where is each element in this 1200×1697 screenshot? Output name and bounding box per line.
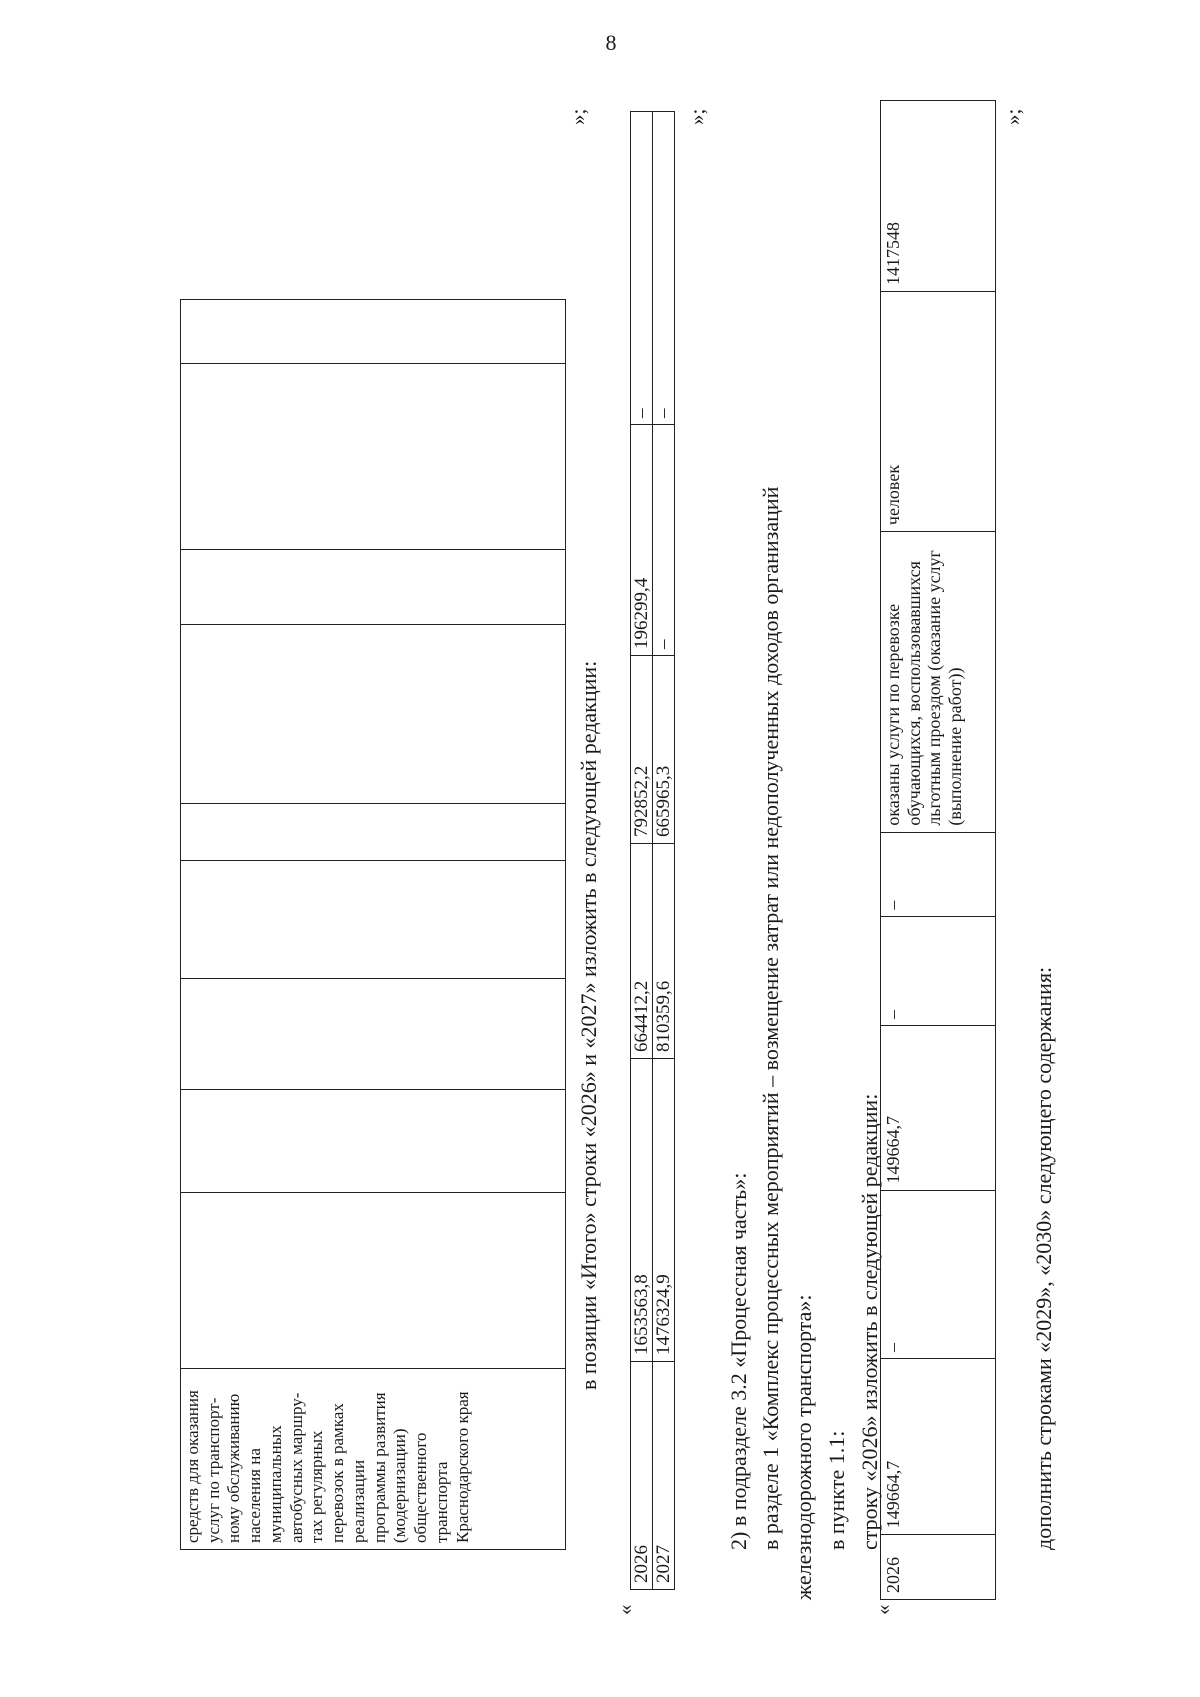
table-cell-empty bbox=[181, 625, 566, 804]
table-cell-value: 1417548 bbox=[881, 101, 996, 292]
close-quote: »; bbox=[685, 108, 709, 125]
table-cell-value: – bbox=[653, 112, 675, 425]
table-cell-value: 149664,7 bbox=[881, 1358, 996, 1534]
table-cell-empty bbox=[181, 550, 566, 625]
table-row-2026 bbox=[880, 100, 996, 1600]
table-cell-empty bbox=[181, 1090, 566, 1193]
table-cell-year: 2027 bbox=[653, 1362, 675, 1590]
table-cell-description: средств для оказания услуг по транспорт-ному обслуживанию населения на муниципальных автобусных маршру-тах регулярных перевозок в рамках реализации программы развития (модернизации) общественного транспорта Краснодарского края bbox=[181, 1369, 566, 1550]
table-cell-value: 664412,2 bbox=[631, 844, 653, 1059]
paragraph-add-rows: дополнить строками «2029», «2030» следующего содержания: bbox=[1031, 966, 1056, 1550]
table-cell-value: 1653563,8 bbox=[631, 1059, 653, 1362]
table-cell-value: 665965,3 bbox=[653, 656, 675, 844]
table-cell-value: 792852,2 bbox=[631, 656, 653, 844]
table-cell-value: – bbox=[881, 916, 996, 1025]
table-row bbox=[653, 112, 675, 1590]
table-cell-result: оказаны услуги по перевозке обучающихся, воспользовавшихся льготным проездом (оказание услуг (выполнение работ)) bbox=[881, 532, 996, 833]
table-cell-value: – bbox=[653, 425, 675, 656]
close-quote: »; bbox=[566, 108, 590, 125]
paragraph-itogo: в позиции «Итого» строки «2026» и «2027» изложить в следующей редакции: bbox=[576, 660, 601, 1390]
table-cell-value: – bbox=[881, 832, 996, 916]
paragraph-point: в пункте 1.1: bbox=[824, 1430, 849, 1550]
table-cell-value: – bbox=[631, 112, 653, 425]
table-cell-unit: человек bbox=[881, 292, 996, 532]
paragraph-row-instruction: строку «2026» изложить в следующей редакции: bbox=[857, 1093, 882, 1550]
table-row bbox=[181, 300, 566, 1550]
table-cell-value: 149664,7 bbox=[881, 1026, 996, 1191]
table-cell-year: 2026 bbox=[881, 1535, 996, 1600]
table-cell-empty bbox=[181, 364, 566, 550]
page-number: 8 bbox=[605, 30, 617, 55]
open-quote: « bbox=[613, 1604, 637, 1615]
table-continuation bbox=[180, 299, 566, 1550]
open-quote: « bbox=[871, 1604, 895, 1615]
table-cell-empty bbox=[181, 861, 566, 979]
table-cell-empty bbox=[181, 300, 566, 364]
table-cell-value: 196299,4 bbox=[631, 425, 653, 656]
close-quote: »; bbox=[1001, 108, 1025, 125]
table-cell-value: 1476324,9 bbox=[653, 1059, 675, 1362]
rotated-content bbox=[180, 100, 1140, 1620]
table-cell-empty bbox=[181, 804, 566, 861]
table-row bbox=[631, 112, 653, 1590]
paragraph-section-cont: железнодорожного транспорта»: bbox=[791, 1294, 816, 1600]
table-cell-year: 2026 bbox=[631, 1362, 653, 1590]
table-cell-empty bbox=[181, 1193, 566, 1369]
table-cell-value: 810359,6 bbox=[653, 844, 675, 1059]
table-cell-value: – bbox=[881, 1190, 996, 1358]
table-cell-empty bbox=[181, 979, 566, 1090]
paragraph-subsection: 2) в подразделе 3.2 «Процессная часть»: bbox=[726, 1172, 751, 1550]
table-row bbox=[881, 101, 996, 1600]
table-itogo bbox=[630, 111, 675, 1590]
paragraph-section: в разделе 1 «Комплекс процессных мероприятий – возмещение затрат или недополученных доходов организаций bbox=[758, 486, 783, 1550]
